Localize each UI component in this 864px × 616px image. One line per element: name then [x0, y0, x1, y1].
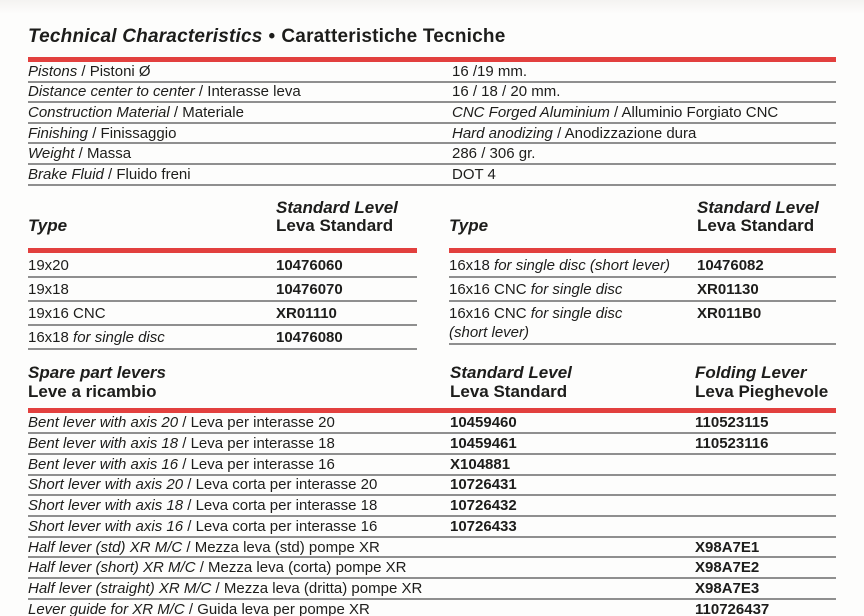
spare-folding-lever-column-header: [695, 363, 836, 401]
spare-col2-it: Leva Pieghevole: [695, 381, 829, 401]
type-row: [449, 278, 836, 302]
type-table-left: [28, 199, 417, 350]
label-it: Interasse leva: [207, 83, 301, 101]
spare-header-it: Leve a ricambio: [28, 381, 157, 401]
title-bullet-icon: •: [268, 26, 276, 47]
spare-row: [28, 600, 836, 616]
spec-label: Brake Fluid / Fluido freni: [28, 165, 191, 183]
spare-standard-code: 10726432: [450, 497, 517, 515]
label-en: Short lever with axis 20: [28, 476, 184, 494]
spec-row: [28, 103, 836, 124]
spec-label: Finishing / Finissaggio: [28, 124, 177, 142]
spare-table-rows: [28, 414, 836, 616]
label-en: CNC Forged Aluminium: [452, 103, 610, 121]
spare-row: [28, 558, 836, 579]
spare-row: [28, 496, 836, 517]
type-right-accent-bar: [449, 248, 836, 253]
spare-header-title: [28, 363, 450, 401]
label-it: Mezza leva (corta) pompe XR: [208, 559, 407, 577]
spare-row: [28, 455, 836, 476]
standard-level-column-header: [697, 199, 836, 235]
type-part-code: XR011B0: [697, 304, 762, 322]
type-name-note: for single disc: [73, 328, 165, 346]
label-en: Half lever (straight) XR M/C: [28, 579, 212, 597]
spec-row: [28, 124, 836, 145]
spare-table-header: [28, 363, 836, 401]
type-row: [449, 302, 836, 345]
page-title-it: Caratteristiche Tecniche: [281, 26, 506, 47]
label-it: 16 / 18 / 20 mm.: [452, 83, 561, 101]
spare-folding-code: 110726437: [695, 600, 770, 616]
standard-level-column-header: [276, 199, 417, 235]
type-row: [28, 278, 417, 302]
spare-header-en: Spare part levers: [28, 362, 166, 382]
label-en: Lever guide for XR M/C: [28, 600, 185, 616]
type-table-right-rows: [449, 254, 836, 345]
label-it: 16 /19 mm.: [452, 62, 528, 80]
spec-value: Hard anodizing / Anodizzazione dura: [452, 124, 697, 142]
spare-row: [28, 434, 836, 455]
spare-standard-code: 10726431: [450, 476, 517, 494]
type-table-right: [449, 199, 836, 350]
spec-value: CNC Forged Aluminium / Alluminio Forgiato CNC: [452, 103, 779, 121]
spec-label: Pistons / Pistoni Ø: [28, 62, 151, 80]
page-content: [28, 26, 836, 616]
label-it: DOT 4: [452, 165, 496, 183]
label-en: Short lever with axis 18: [28, 497, 184, 515]
standard-level-header-en: Standard Level: [697, 197, 819, 217]
spare-standard-code: 10726433: [450, 517, 517, 535]
spec-label: Weight / Massa: [28, 145, 132, 163]
spare-row: [28, 414, 836, 435]
label-en: Half lever (short) XR M/C: [28, 559, 196, 577]
spec-value: [452, 166, 836, 183]
spare-folding-code: X98A7E1: [695, 538, 760, 556]
spare-label: Half lever (std) XR M/C / Mezza leva (std) pompe XR: [28, 538, 380, 556]
type-name: 19x18: [28, 280, 69, 298]
type-name-note: for single disc: [530, 280, 623, 298]
label-it: Mezza leva (dritta) pompe XR: [223, 579, 423, 597]
type-left-accent-bar: [28, 248, 417, 253]
spec-label: Construction Material / Materiale: [28, 103, 244, 121]
type-section: [28, 199, 836, 350]
spare-label: Short lever with axis 20 / Leva corta per interasse 20: [28, 476, 378, 494]
page-title: [28, 26, 836, 48]
label-it: Alluminio Forgiato CNC: [621, 103, 779, 121]
type-name: 16x16 CNC for single disc (short lever): [449, 304, 623, 341]
spare-col1-it: Leva Standard: [450, 381, 568, 401]
type-part-code: 10476060: [276, 256, 343, 274]
type-row: [449, 254, 836, 278]
standard-level-header-it: Leva Standard: [697, 215, 815, 235]
type-table-right-header: [449, 199, 836, 235]
type-name: 16x16 CNC for single disc: [449, 280, 623, 298]
spare-label: Lever guide for XR M/C / Guida leva per pompe XR: [28, 600, 370, 616]
spec-row: [28, 144, 836, 165]
spare-col1-en: Standard Level: [450, 362, 572, 382]
spare-folding-code: X98A7E3: [695, 579, 760, 597]
type-row: [28, 326, 417, 350]
spare-row: [28, 538, 836, 559]
spare-col2-en: Folding Lever: [695, 362, 807, 382]
label-en: Short lever with axis 16: [28, 517, 184, 535]
spare-row: [28, 476, 836, 497]
spare-row: [28, 579, 836, 600]
type-name: 19x16 CNC: [28, 304, 106, 322]
spec-table: [28, 62, 836, 186]
label-en: Construction Material: [28, 103, 170, 121]
spare-label: Half lever (short) XR M/C / Mezza leva (corta) pompe XR: [28, 559, 407, 577]
type-part-code: 10476070: [276, 280, 343, 298]
type-part-code: XR01110: [276, 304, 337, 322]
label-en: Weight: [28, 145, 75, 163]
label-en: Bent lever with axis 16: [28, 455, 179, 473]
label-en: Half lever (std) XR M/C: [28, 538, 183, 556]
label-it: Anodizzazione dura: [564, 124, 697, 142]
spec-value: [452, 145, 836, 162]
spare-label: Bent lever with axis 20 / Leva per interasse 20: [28, 414, 335, 432]
label-it: Leva corta per interasse 16: [195, 517, 378, 535]
spare-accent-bar: [28, 408, 836, 413]
label-it: Finissaggio: [100, 124, 177, 142]
spare-folding-code: 110523116: [695, 435, 769, 453]
type-name: 16x18 for single disc: [28, 328, 165, 346]
spare-folding-code: 110523115: [695, 414, 769, 432]
label-it: Leva per interasse 16: [190, 455, 335, 473]
label-it: Guida leva per pompe XR: [197, 600, 370, 616]
label-it: Leva per interasse 20: [190, 414, 335, 432]
spare-standard-code: 10459460: [450, 414, 517, 432]
spare-standard-level-column-header: [450, 363, 695, 401]
spec-row: [28, 165, 836, 186]
spec-label: Distance center to center / Interasse leva: [28, 83, 301, 101]
label-it: Massa: [86, 145, 132, 163]
label-it: Leva corta per interasse 18: [195, 497, 378, 515]
spare-label: Short lever with axis 18 / Leva corta per interasse 18: [28, 497, 378, 515]
spare-row: [28, 517, 836, 538]
type-row: [28, 254, 417, 278]
label-it: Leva corta per interasse 20: [195, 476, 378, 494]
type-row: [28, 302, 417, 326]
label-en: Bent lever with axis 18: [28, 435, 179, 453]
type-column-header: Type: [28, 215, 68, 235]
page-title-en: Technical Characteristics: [28, 26, 263, 47]
label-it: Fluido freni: [116, 165, 191, 183]
type-name: 16x18 for single disc (short lever): [449, 256, 670, 274]
standard-level-header-it: Leva Standard: [276, 215, 394, 235]
label-it: Materiale: [182, 103, 244, 121]
spec-value: [452, 83, 836, 100]
label-en: Hard anodizing: [452, 124, 553, 142]
spec-value: [452, 63, 836, 80]
label-it: 286 / 306 gr.: [452, 145, 536, 163]
label-en: Brake Fluid: [28, 165, 104, 183]
spec-row: [28, 62, 836, 83]
type-table-left-rows: [28, 254, 417, 350]
spare-standard-code: 10459461: [450, 435, 517, 453]
spare-standard-code: X104881: [450, 455, 511, 473]
label-en: Finishing: [28, 124, 89, 142]
spare-label: Short lever with axis 16 / Leva corta per interasse 16: [28, 517, 378, 535]
type-table-left-header: [28, 199, 417, 235]
type-name: 19x20: [28, 256, 69, 274]
label-en: Bent lever with axis 20: [28, 414, 179, 432]
label-en: Pistons: [28, 62, 78, 80]
spare-label: Bent lever with axis 16 / Leva per interasse 16: [28, 455, 335, 473]
label-it: Mezza leva (std) pompe XR: [194, 538, 380, 556]
label-it: Pistoni Ø: [89, 62, 151, 80]
spare-label: Half lever (straight) XR M/C / Mezza leva (dritta) pompe XR: [28, 579, 423, 597]
type-name-note: for single disc (short lever): [494, 256, 670, 274]
label-en: Distance center to center: [28, 83, 195, 101]
type-part-code: XR01130: [697, 280, 759, 298]
type-part-code: 10476080: [276, 328, 343, 346]
type-name-note-line2: (short lever): [449, 323, 530, 341]
label-it: Leva per interasse 18: [190, 435, 335, 453]
spec-row: [28, 83, 836, 104]
spare-folding-code: X98A7E2: [695, 559, 760, 577]
spare-label: Bent lever with axis 18 / Leva per interasse 18: [28, 435, 335, 453]
type-column-header: Type: [449, 215, 489, 235]
type-part-code: 10476082: [697, 256, 764, 274]
type-name-note: for single disc: [530, 304, 623, 322]
standard-level-header-en: Standard Level: [276, 197, 398, 217]
